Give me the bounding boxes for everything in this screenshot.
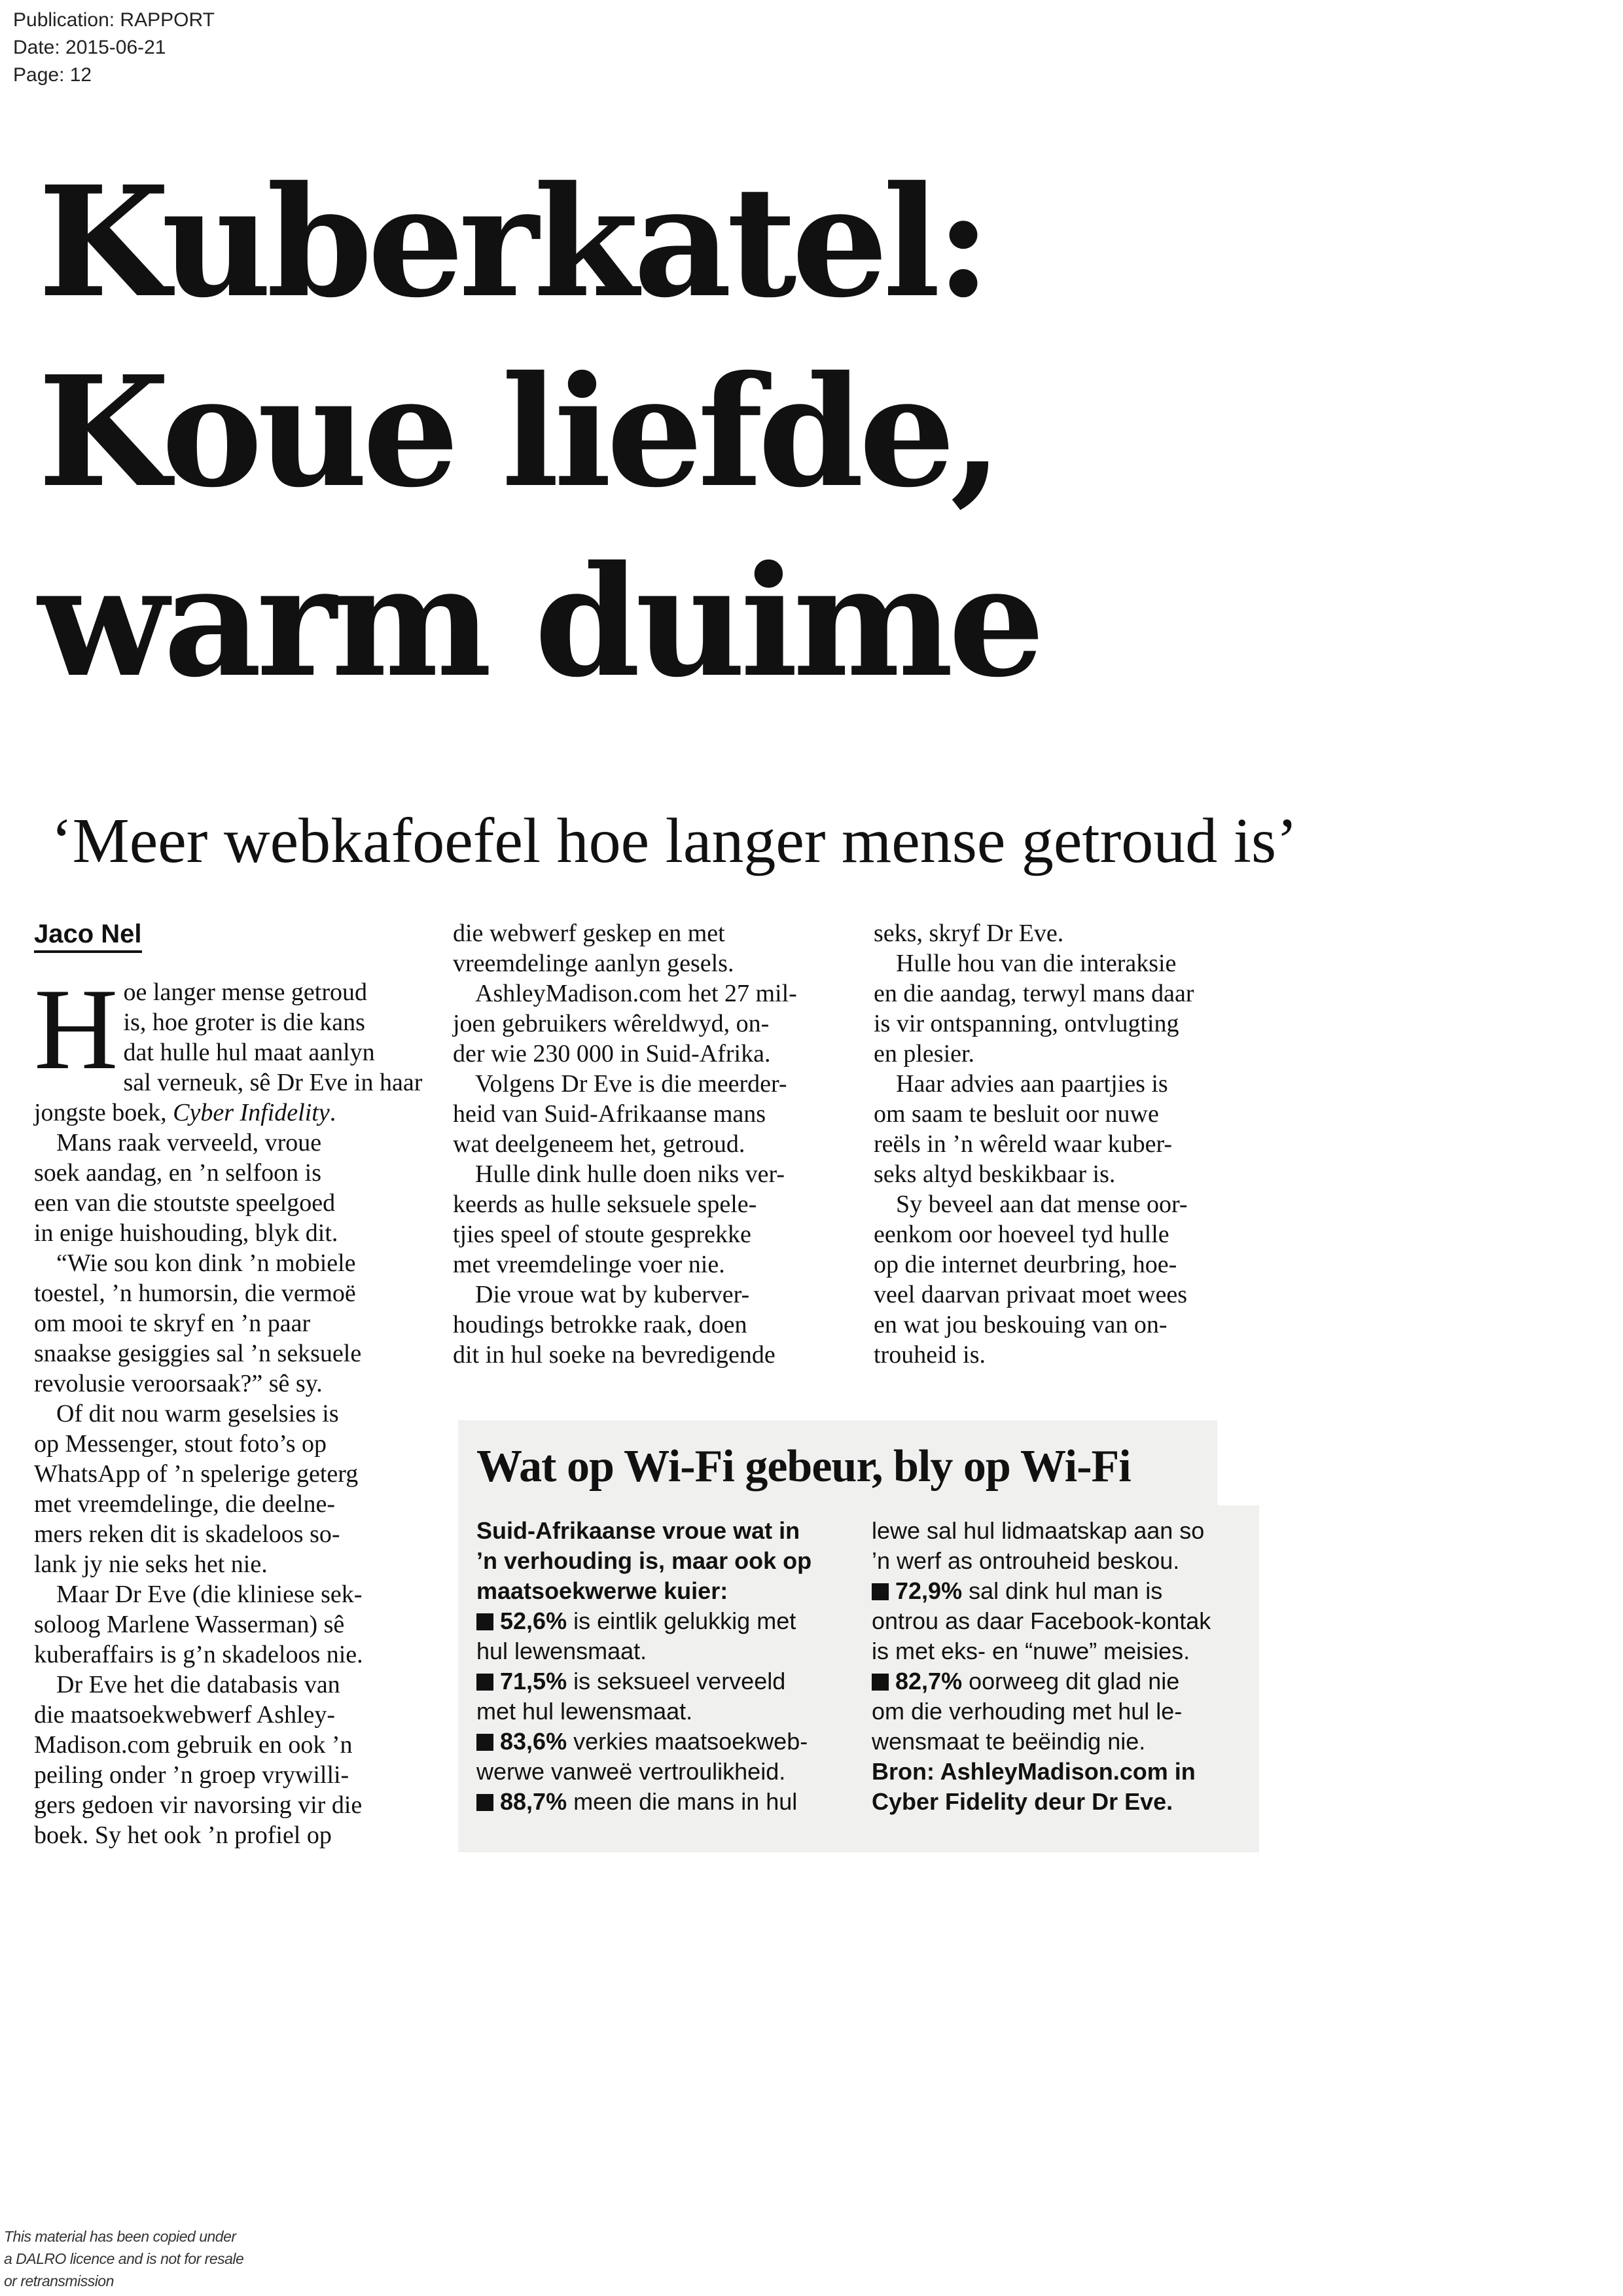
sidebar-intro-line: maatsoekwerwe kuier: [476, 1577, 728, 1604]
text-line: in enige huishouding, blyk dit. [34, 1219, 338, 1247]
text-line: veel daarvan privaat moet wees [874, 1281, 1187, 1308]
bullet-square-icon [476, 1734, 493, 1751]
text-line: AshleyMadison.com het 27 mil- [475, 980, 797, 1007]
article-column-2 [453, 918, 846, 1370]
licence-line: or retransmission [4, 2272, 114, 2289]
text-line: mers reken dit is skadeloos so- [34, 1520, 340, 1548]
text-line: seks, skryf Dr Eve. [874, 920, 1064, 947]
stat-text-line: hul lewensmaat. [476, 1638, 647, 1664]
stat-item [872, 1666, 1211, 1696]
text-line: een van die stoutste speelgoed [34, 1189, 336, 1217]
text-line: Of dit nou warm geselsies is [56, 1400, 339, 1427]
text-line [34, 1098, 427, 1128]
text-line: joen gebruikers wêreldwyd, on- [453, 1010, 770, 1037]
text-line: om saam te besluit oor nuwe [874, 1100, 1159, 1128]
publication-name: Publication: RAPPORT [13, 9, 215, 31]
stat-text-line: om die verhouding met hul le- [872, 1698, 1183, 1725]
text-span: . [329, 1099, 336, 1126]
headline [38, 147, 1347, 717]
text-line: wat deelgeneem het, getroud. [453, 1130, 745, 1158]
text-line: seks altyd beskikbaar is. [874, 1160, 1116, 1188]
stats-sidebar [458, 1420, 1259, 1852]
stat-value: 52,6% [500, 1607, 567, 1634]
stat-text: meen die mans in hul [567, 1788, 798, 1815]
bullet-square-icon [476, 1794, 493, 1811]
text-line: is, hoe groter is die kans [123, 1009, 365, 1036]
text-line: eenkom oor hoeveel tyd hulle [874, 1221, 1169, 1248]
bullet-square-icon [872, 1583, 889, 1600]
stat-text-line: met hul lewensmaat. [476, 1698, 693, 1725]
stat-text: is eintlik gelukkig met [567, 1607, 796, 1634]
text-line: Die vroue wat by kuberver- [475, 1281, 750, 1308]
stat-value: 83,6% [500, 1728, 567, 1755]
text-line: der wie 230 000 in Suid-Afrika. [453, 1040, 771, 1067]
subheadline: ‘Meer webkafoefel hoe langer mense getroud is’ [51, 806, 1298, 876]
sidebar-title: Wat op Wi-Fi gebeur, bly op Wi-Fi [476, 1441, 1131, 1492]
stat-text-line: ontrou as daar Facebook-kontak [872, 1607, 1211, 1634]
text-line: “Wie sou kon dink ’n mobiele [56, 1249, 356, 1277]
text-line: revolusie veroorsaak?” sê sy. [34, 1370, 323, 1397]
text-line: soloog Marlene Wasserman) sê [34, 1611, 345, 1638]
stat-text: sal dink hul man is [962, 1577, 1163, 1604]
text-line: kuberaffairs is g’n skadeloos nie. [34, 1641, 363, 1668]
stat-value: 82,7% [895, 1668, 963, 1695]
text-line: tjies speel of stoute gesprekke [453, 1221, 751, 1248]
stat-text: verkies maatsoekweb- [567, 1728, 808, 1755]
page-number: Page: 12 [13, 64, 92, 86]
bullet-square-icon [476, 1674, 493, 1691]
text-line: Hulle dink hulle doen niks ver- [475, 1160, 785, 1188]
text-line: en wat jou beskouing van on- [874, 1311, 1168, 1338]
text-line: met vreemdelinge voer nie. [453, 1251, 725, 1278]
text-line: en die aandag, terwyl mans daar [874, 980, 1194, 1007]
text-line: Dr Eve het die databasis van [56, 1671, 340, 1698]
text-line: Madison.com gebruik en ook ’n [34, 1731, 353, 1759]
text-line: dit in hul soeke na bevredigende [453, 1341, 776, 1369]
text-line: met vreemdelinge, die deelne- [34, 1490, 336, 1518]
stat-item [476, 1666, 812, 1696]
text-line: snaakse gesiggies sal ’n seksuele [34, 1340, 362, 1367]
drop-cap: H [34, 964, 118, 1094]
licence-notice [4, 2225, 243, 2292]
stat-text-line: wensmaat te beëindig nie. [872, 1728, 1146, 1755]
text-line: toestel, ’n humorsin, die vermoë [34, 1280, 356, 1307]
text-line: dat hulle hul maat aanlyn [123, 1039, 375, 1066]
stat-item [476, 1727, 812, 1757]
stat-item [872, 1576, 1211, 1606]
bullet-square-icon [872, 1674, 889, 1691]
text-line: Sy beveel aan dat mense oor- [896, 1191, 1188, 1218]
text-line: keerds as hulle seksuele spele- [453, 1191, 757, 1218]
text-line: soek aandag, en ’n selfoon is [34, 1159, 321, 1187]
sidebar-intro-line: Suid-Afrikaanse vroue wat in [476, 1517, 800, 1544]
stat-item [476, 1606, 812, 1636]
text-line: boek. Sy het ook ’n profiel op [34, 1821, 332, 1849]
text-line: reëls in ’n wêreld waar kuber- [874, 1130, 1173, 1158]
stat-text-line: is met eks- en “nuwe” meisies. [872, 1638, 1190, 1664]
text-line: Maar Dr Eve (die kliniese sek- [56, 1581, 363, 1608]
text-line: op Messenger, stout foto’s op [34, 1430, 327, 1458]
text-line: gers gedoen vir navorsing vir die [34, 1791, 363, 1819]
source-line: Cyber Fidelity deur Dr Eve. [872, 1788, 1173, 1815]
text-line: sal verneuk, sê Dr Eve in haar [123, 1069, 423, 1096]
stat-text-line: ’n werf as ontrouheid beskou. [872, 1547, 1180, 1574]
text-line: trouheid is. [874, 1341, 986, 1369]
bullet-square-icon [476, 1613, 493, 1630]
publication-meta [13, 7, 215, 89]
sidebar-column-1 [476, 1516, 812, 1817]
text-line: Haar advies aan paartjies is [896, 1070, 1168, 1098]
publication-date: Date: 2015-06-21 [13, 37, 166, 58]
text-line: lank jy nie seks het nie. [34, 1551, 268, 1578]
headline-line-2: Koue liefde, [38, 342, 998, 521]
book-title: Cyber Infidelity [173, 1099, 330, 1126]
text-line: die webwerf geskep en met [453, 920, 725, 947]
text-line: heid van Suid-Afrikaanse mans [453, 1100, 766, 1128]
article-column-3 [874, 918, 1266, 1370]
licence-line: This material has been copied under [4, 2228, 236, 2245]
text-line: die maatsoekwebwerf Ashley- [34, 1701, 336, 1729]
text-line: Hulle hou van die interaksie [896, 950, 1177, 977]
text-line: om mooi te skryf en ’n paar [34, 1310, 311, 1337]
sidebar-column-2 [872, 1516, 1211, 1817]
text-span: jongste boek, [34, 1099, 173, 1126]
text-line: peiling onder ’n groep vrywilli- [34, 1761, 349, 1789]
text-line: en plesier. [874, 1040, 975, 1067]
text-line: vreemdelinge aanlyn gesels. [453, 950, 734, 977]
stat-text-line: werwe vanweë vertroulikheid. [476, 1758, 786, 1785]
text-line: op die internet deurbring, hoe- [874, 1251, 1177, 1278]
text-line: WhatsApp of ’n spelerige geterg [34, 1460, 359, 1488]
licence-line: a DALRO licence and is not for resale [4, 2250, 244, 2267]
stat-text-line: lewe sal hul lidmaatskap aan so [872, 1517, 1205, 1544]
stat-value: 71,5% [500, 1668, 567, 1695]
sidebar-intro-line: ’n verhouding is, maar ook op [476, 1547, 812, 1574]
stat-text: oorweeg dit glad nie [962, 1668, 1180, 1695]
text-line: Volgens Dr Eve is die meerder- [475, 1070, 787, 1098]
headline-line-3: warm duime [38, 532, 1040, 711]
text-line: houdings betrokke raak, doen [453, 1311, 747, 1338]
headline-line-1: Kuberkatel: [38, 152, 986, 331]
stat-value: 88,7% [500, 1788, 567, 1815]
text-line: Mans raak verveeld, vroue [56, 1129, 322, 1157]
stat-value: 72,9% [895, 1577, 963, 1604]
text-line: oe langer mense getroud [123, 978, 368, 1006]
byline: Jaco Nel [34, 918, 142, 953]
article-column-1 [34, 964, 427, 1850]
stat-text: is seksueel verveeld [567, 1668, 786, 1695]
source-line: Bron: AshleyMadison.com in [872, 1758, 1196, 1785]
text-line: is vir ontspanning, ontvlugting [874, 1010, 1179, 1037]
stat-item [476, 1787, 812, 1817]
